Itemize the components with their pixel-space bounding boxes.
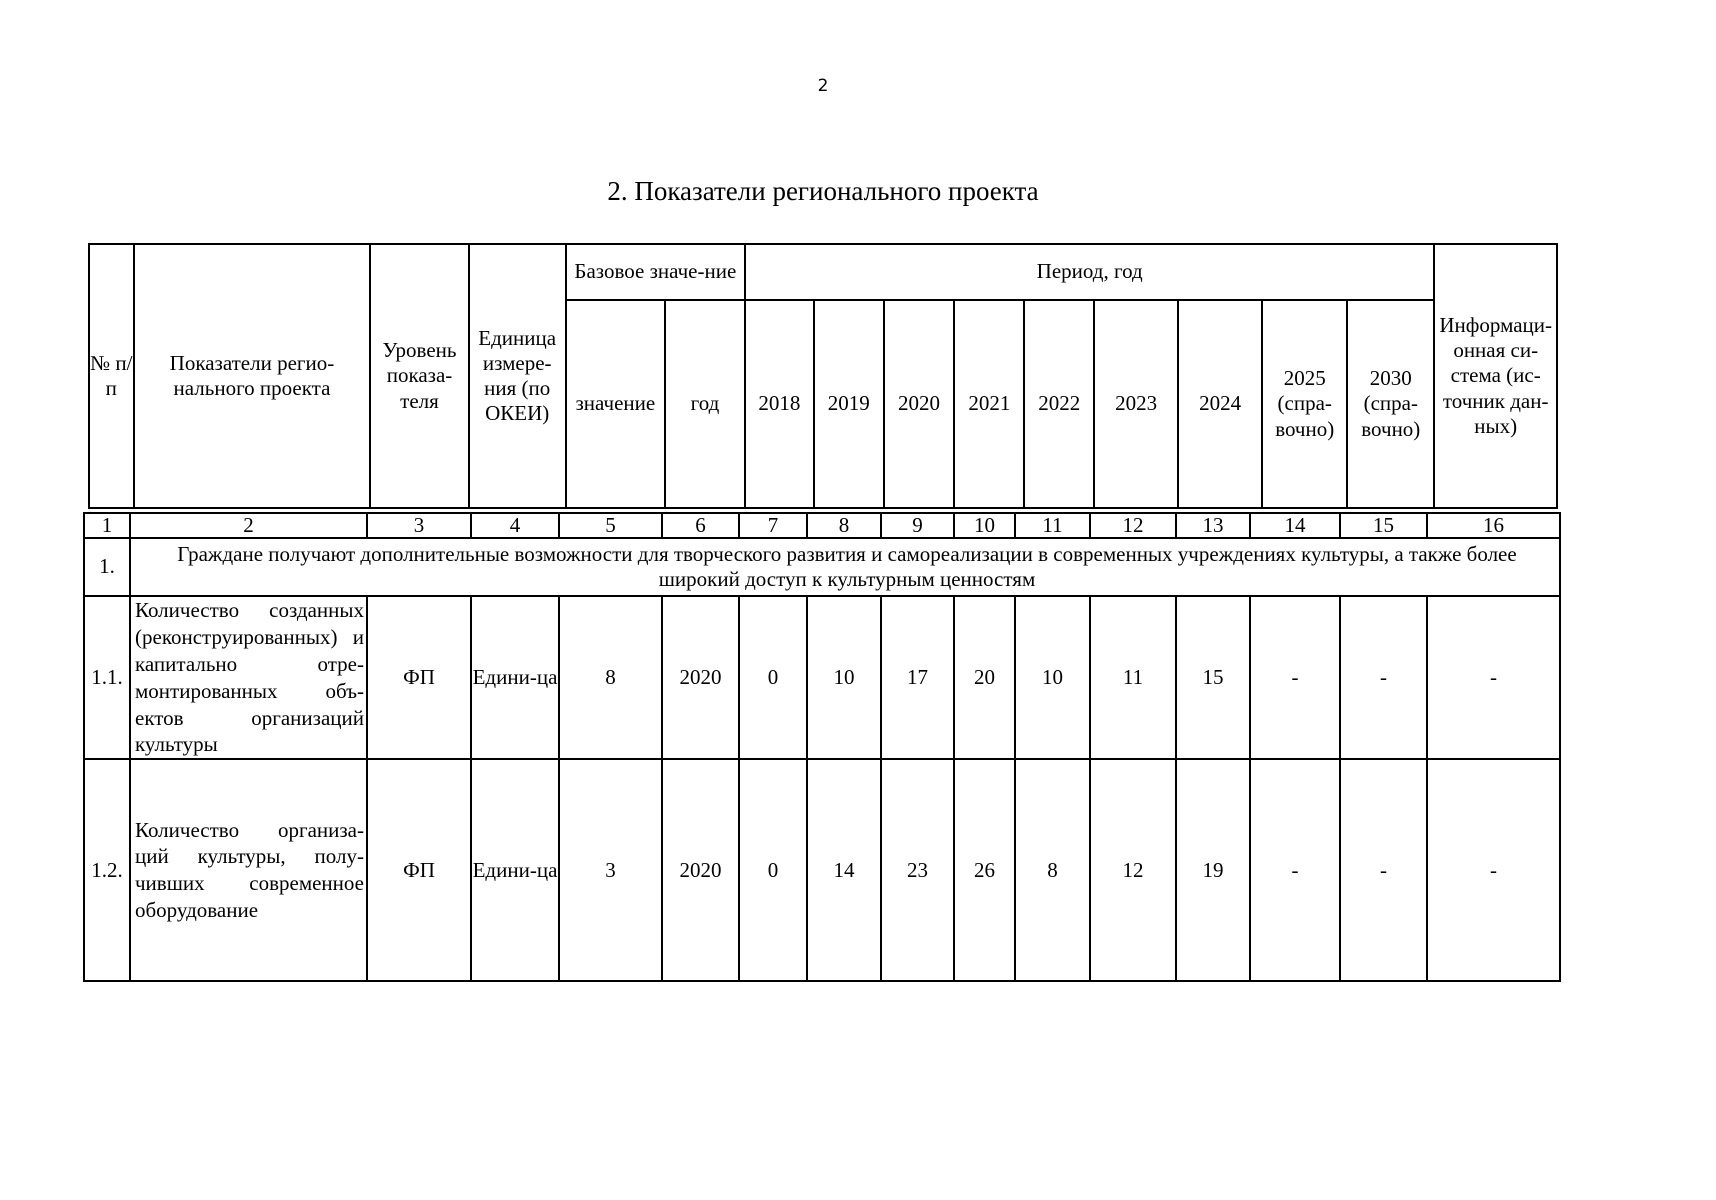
column-number: 3 — [367, 513, 471, 538]
header-num: № п/п — [89, 244, 134, 508]
column-number: 13 — [1176, 513, 1250, 538]
indicator-name-text: Количество организа-ций культуры, полу-чивших современное оборудование — [135, 817, 364, 923]
section-number: 1. — [84, 538, 130, 596]
year-value: 0 — [739, 759, 807, 981]
year-value: 15 — [1176, 596, 1250, 759]
page-title: 2. Показатели регионального проекта — [607, 176, 1039, 206]
section-row — [84, 538, 1560, 596]
base-value: 3 — [559, 759, 662, 981]
column-number: 8 — [807, 513, 881, 538]
year-value: - — [1340, 759, 1427, 981]
info-system-value: - — [1427, 596, 1560, 759]
column-number: 10 — [954, 513, 1015, 538]
indicator-level: ФП — [367, 596, 471, 759]
year-value: 12 — [1090, 759, 1176, 981]
column-number: 7 — [739, 513, 807, 538]
indicator-level: ФП — [367, 759, 471, 981]
indicators-table-body — [83, 512, 1561, 982]
indicators-table-header — [88, 243, 1558, 509]
indicator-unit: Едини-ца — [471, 759, 559, 981]
header-level: Уровень показа-теля — [370, 244, 468, 508]
column-number: 15 — [1340, 513, 1427, 538]
year-value: 8 — [1015, 759, 1090, 981]
header-base-value: значение — [566, 300, 665, 508]
column-number: 4 — [471, 513, 559, 538]
page-number: 2 — [817, 76, 829, 96]
year-value: 10 — [1015, 596, 1090, 759]
table-row — [84, 596, 1560, 759]
indicator-unit: Едини-ца — [471, 596, 559, 759]
table-row — [84, 759, 1560, 981]
year-value: 26 — [954, 759, 1015, 981]
header-year: 2030 (спра-вочно) — [1347, 300, 1434, 508]
header-year: 2025 (спра-вочно) — [1262, 300, 1347, 508]
indicator-name-text: Количество созданных (реконструированных) и капитально отре-монтированных объ-ектов организаций культуры — [135, 598, 364, 757]
base-value: 8 — [559, 596, 662, 759]
column-number: 6 — [662, 513, 739, 538]
column-numbers-row — [84, 513, 1560, 538]
header-unit: Единица измере-ния (по ОКЕИ) — [469, 244, 566, 508]
column-number: 16 — [1427, 513, 1560, 538]
year-value: - — [1340, 596, 1427, 759]
indicator-name — [130, 596, 367, 759]
header-year: 2022 — [1024, 300, 1094, 508]
year-value: 10 — [807, 596, 881, 759]
header-indicator: Показатели регио-нального проекта — [134, 244, 371, 508]
header-year: 2019 — [814, 300, 884, 508]
indicator-name — [130, 759, 367, 981]
header-year: 2018 — [745, 300, 814, 508]
year-value: 14 — [807, 759, 881, 981]
header-period: Период, год — [745, 244, 1434, 300]
year-value: 23 — [881, 759, 954, 981]
year-value: 11 — [1090, 596, 1176, 759]
section-title: Граждане получают дополнительные возможности для творческого развития и самореализации в современных учреждениях культуры, а также более широкий доступ к культурным ценностям — [130, 538, 1560, 596]
column-number: 12 — [1090, 513, 1176, 538]
column-number: 2 — [130, 513, 367, 538]
column-number: 1 — [84, 513, 130, 538]
column-number: 9 — [881, 513, 954, 538]
header-year: 2020 — [884, 300, 955, 508]
year-value: - — [1250, 759, 1340, 981]
row-number: 1.2. — [84, 759, 130, 981]
header-year: 2021 — [954, 300, 1024, 508]
header-base: Базовое значе-ние — [566, 244, 745, 300]
info-system-value: - — [1427, 759, 1560, 981]
header-info-system: Информаци-онная си-стема (ис-точник дан-ных) — [1434, 244, 1557, 508]
base-year: 2020 — [662, 596, 739, 759]
year-value: 20 — [954, 596, 1015, 759]
column-number: 14 — [1250, 513, 1340, 538]
header-year: 2023 — [1094, 300, 1178, 508]
year-value: 0 — [739, 596, 807, 759]
header-year: 2024 — [1178, 300, 1262, 508]
row-number: 1.1. — [84, 596, 130, 759]
year-value: 19 — [1176, 759, 1250, 981]
year-value: 17 — [881, 596, 954, 759]
base-year: 2020 — [662, 759, 739, 981]
column-number: 11 — [1015, 513, 1090, 538]
column-number: 5 — [559, 513, 662, 538]
header-base-year: год — [665, 300, 745, 508]
year-value: - — [1250, 596, 1340, 759]
